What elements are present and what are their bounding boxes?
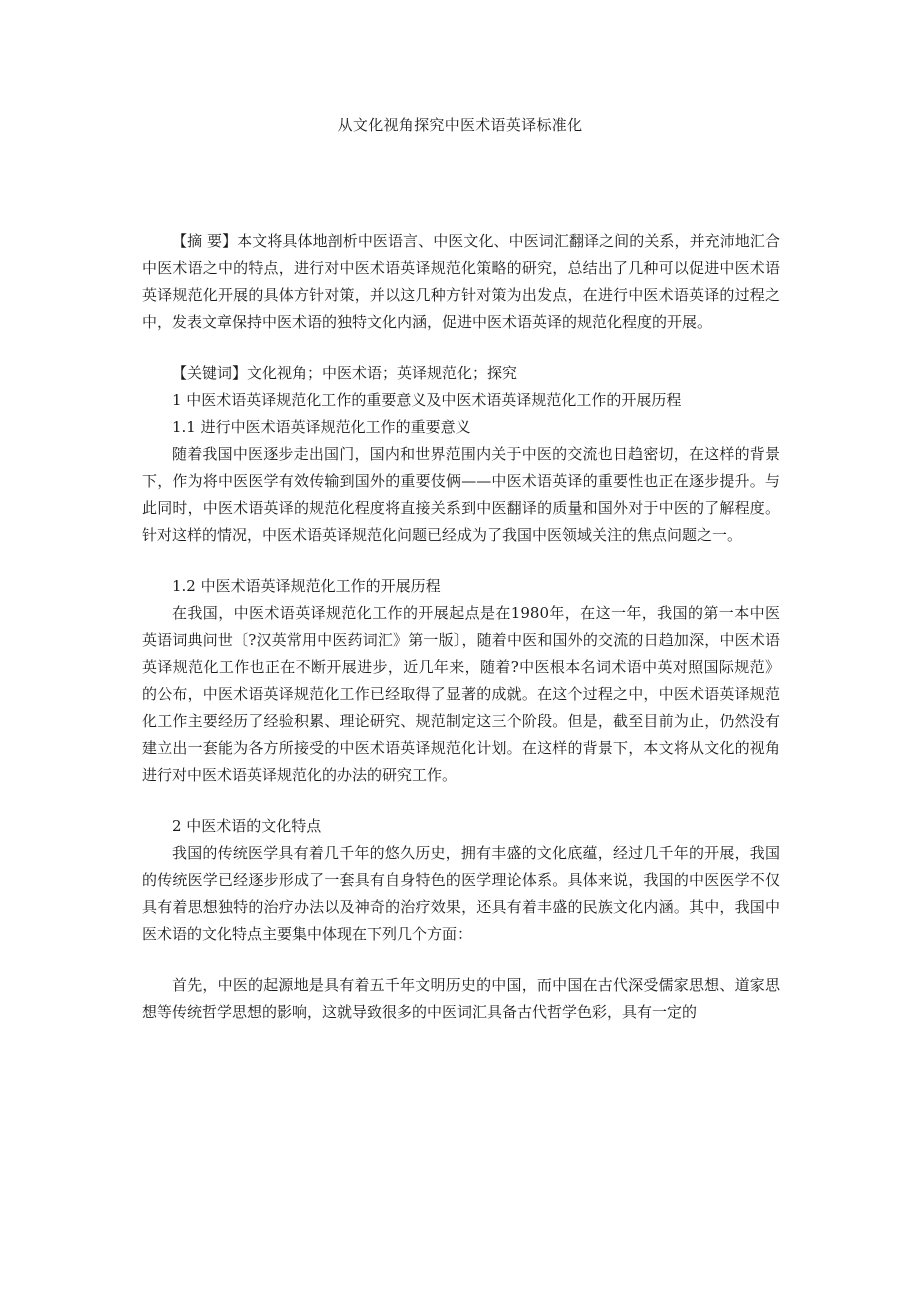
section-2-paragraph: 我国的传统医学具有着几千年的悠久历史，拥有丰盛的文化底蕴，经过几千年的开展，我国的传统医学已经逐步形成了一套具有自身特色的医学理论体系。具体来说，我国的中医医学不仅具有着思想独特的治疗办法以及神奇的治疗效果，还具有着丰盛的民族文化内涵。其中，我国中医术语的文化特点主要集中体现在下列几个方面： xyxy=(142,844,780,943)
section-1-1-paragraph: 随着我国中医逐步走出国门，国内和世界范围内关于中医的交流也日趋密切，在这样的背景下，作为将中医医学有效传输到国外的重要伎俩——中医术语英译的重要性也正在逐步提升。与此同时，中医术语英译的规范化程度将直接关系到中医翻译的质量和国外对于中医的了解程度。针对这样的情况，中医术语英译规范化问题已经成为了我国中医领域关注的焦点问题之一。 xyxy=(142,445,780,544)
section-2-heading: 2 中医术语的文化特点 xyxy=(172,817,322,835)
section-1-2-paragraph: 在我国，中医术语英译规范化工作的开展起点是在1980年，在这一年，我国的第一本中医英语词典问世〔?汉英常用中医药词汇》第一版〕，随着中医和国外的交流的日趋加深，中医术语英译规范化工作也正在不断开展进步，近几年来，随着?中医根本名词术语中英对照国际规范》的公布，中医术语英译规范化工作已经取得了显著的成就。在这个过程之中，中医术语英译规范化工作主要经历了经验积累、理论研究、规范制定这三个阶段。但是，截至目前为止，仍然没有建立出一套能为各方所接受的中医术语英译规范化计划。在这样的背景下，本文将从文化的视角进行对中医术语英译规范化的办法的研究工作。 xyxy=(142,604,780,784)
document-title: 从文化视角探究中医术语英译标准化 xyxy=(337,116,583,134)
abstract-paragraph: 【摘 要】本文将具体地剖析中医语言、中医文化、中医词汇翻译之间的关系，并充沛地汇合中医术语之中的特点，进行对中医术语英译规范化策略的研究，总结出了几种可以促进中医术语英译规范化开展的具体方针对策，并以这几种方针对策为出发点，在进行中医术语英译的过程之中，发表文章保持中医术语的独特文化内涵，促进中医术语英译的规范化程度的开展。 xyxy=(142,232,780,331)
document-body xyxy=(142,228,780,1026)
section-1-heading: 1 中医术语英译规范化工作的重要意义及中医术语英译规范化工作的开展历程 xyxy=(172,391,682,409)
section-1-2-heading: 1.2 中医术语英译规范化工作的开展历程 xyxy=(172,577,441,595)
section-2-paragraph-2: 首先，中医的起源地是具有着五千年文明历史的中国，而中国在古代深受儒家思想、道家思想等传统哲学思想的影响，这就导致很多的中医词汇具备古代哲学色彩，具有一定的 xyxy=(142,976,780,1021)
section-1-1-heading: 1.1 进行中医术语英译规范化工作的重要意义 xyxy=(172,418,471,436)
keywords-line: 【关键词】文化视角；中医术语；英译规范化；探究 xyxy=(172,364,518,382)
